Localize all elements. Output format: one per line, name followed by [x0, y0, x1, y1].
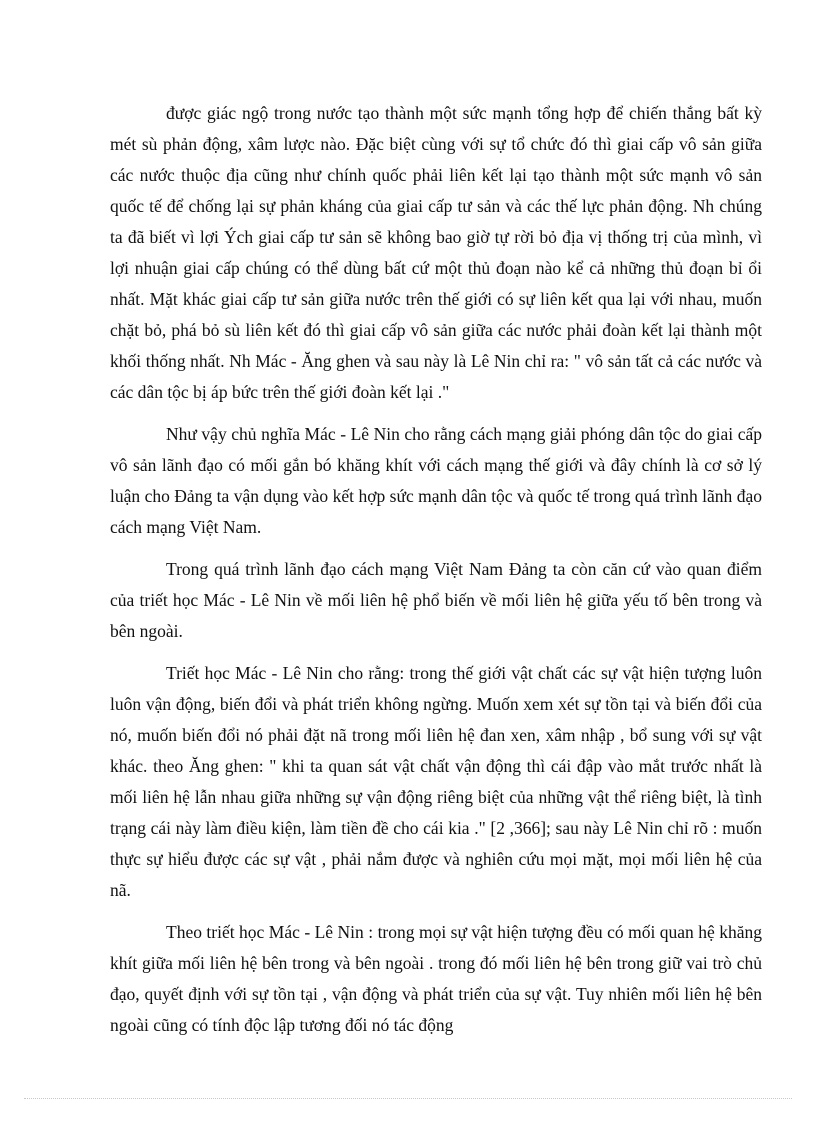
paragraph-3: Trong quá trình lãnh đạo cách mạng Việt Nam Đảng ta còn căn cứ vào quan điểm của triết học Mác - Lê Nin về mối liên hệ phổ biến về mối liên hệ giữa yếu tố bên trong và bên ngoài.	[110, 559, 762, 641]
page-bottom-divider	[24, 1098, 792, 1099]
paragraph-2: Như vậy chủ nghĩa Mác - Lê Nin cho rằng cách mạng giải phóng dân tộc do giai cấp vô sản lãnh đạo có mối gắn bó khăng khít với cách mạng thế giới và đây chính là cơ sở lý luận cho Đảng ta vận dụng vào kết hợp sức mạnh dân tộc và quốc tế trong quá trình lãnh đạo cách mạng Việt Nam.	[110, 424, 762, 537]
paragraph-4: Triết học Mác - Lê Nin cho rằng: trong thế giới vật chất các sự vật hiện tượng luôn luôn vận động, biến đổi và phát triển không ngừng. Muốn xem xét sự tồn tại và biến đổi của nó, muốn biến đổi nó phải đặt nã trong mối liên hệ đan xen, xâm nhập , bổ sung với sự vật khác. theo Ăng ghen: " khi ta quan sát vật chất vận động thì cái đập vào mắt trước nhất là mối liên hệ lẫn nhau giữa những sự vận động riêng biệt của những vật thể riêng biệt, là tình trạng cái này làm điều kiện, làm tiền đề cho cái kia ." [2 ,366]; sau này Lê Nin chỉ rõ : muốn thực sự hiểu được các sự vật , phải nắm được và nghiên cứu mọi mặt, mọi mối liên hệ của nã.	[110, 663, 762, 900]
paragraph-5: Theo triết học Mác - Lê Nin : trong mọi sự vật hiện tượng đều có mối quan hệ khăng khít giữa mối liên hệ bên trong và bên ngoài . trong đó mối liên hệ bên trong giữ vai trò chủ đạo, quyết định với sự tồn tại , vận động và phát triển của sự vật. Tuy nhiên mối liên hệ bên ngoài cũng có tính độc lập tương đối nó tác động	[110, 922, 762, 1035]
body-text	[110, 98, 762, 1052]
paragraph-1: được giác ngộ trong nước tạo thành một sức mạnh tổng hợp để chiến thắng bất kỳ mét sù phản động, xâm lược nào. Đặc biệt cùng với sự tổ chức đó thì giai cấp vô sản giữa các nước thuộc địa cũng như chính quốc phải liên kết lại tạo thành một sức mạnh vô sản quốc tế để chống lại sự phản kháng của giai cấp tư sản và các thế lực phản động. Nh chúng ta đã biết vì lợi Ých giai cấp tư sản sẽ không bao giờ tự rời bỏ địa vị thống trị của mình, vì lợi nhuận giai cấp chúng có thể dùng bất cứ một thủ đoạn nào kể cả những thủ đoạn bỉ ổi nhất. Mặt khác giai cấp tư sản giữa nước trên thế giới có sự liên kết qua lại với nhau, muốn chặt bỏ, phá bỏ sù liên kết đó thì giai cấp vô sản giữa các nước phải đoàn kết lại thành một khối thống nhất. Nh Mác - Ăng ghen và sau này là Lê Nin chỉ ra: " vô sản tất cả các nước và các dân tộc bị áp bức trên thế giới đoàn kết lại ."	[110, 103, 762, 402]
